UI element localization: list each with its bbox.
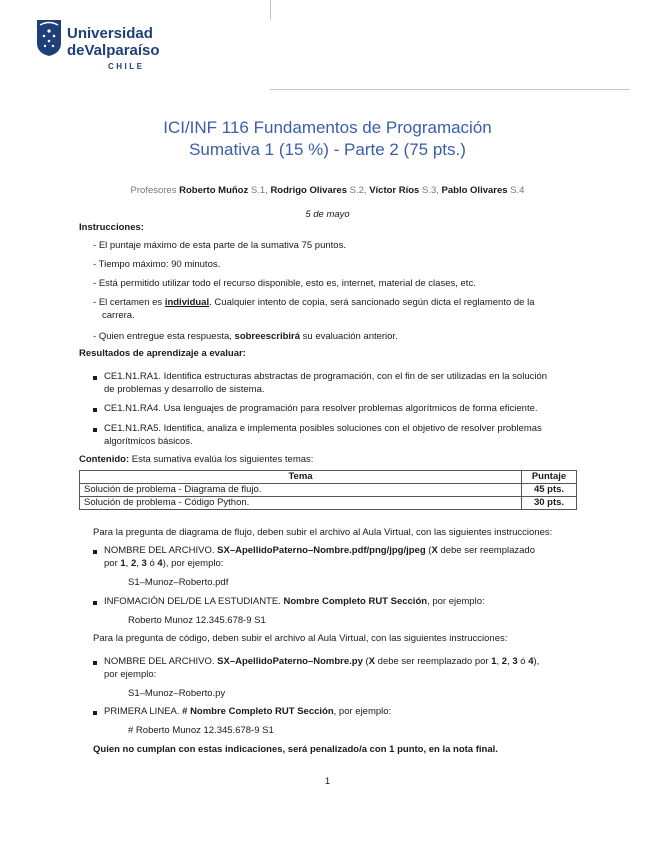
table-cell-tema: Solución de problema - Código Python. <box>80 497 522 510</box>
outcome-item-ra4: CE1.N1.RA4. Usa lenguajes de programación para resolver problemas algorítmicos de forma eficiente. <box>104 403 538 414</box>
professor-section-4: S.4 <box>510 185 525 196</box>
table-row <box>80 484 577 497</box>
logo-text-universidad: Universidad <box>67 25 153 42</box>
logo-text-chile: CHILE <box>108 62 145 71</box>
university-shield-icon <box>36 19 62 57</box>
code-filename-instruction: NOMBRE DEL ARCHIVO. SX–ApellidoPaterno–Nombre.py (X debe ser reemplazado por 1, 2, 3 ó 4), <box>104 656 540 667</box>
code-first-line-instruction: PRIMERA LINEA. # Nombre Completo RUT Sección, por ejemplo: <box>104 706 392 717</box>
outcomes-heading: Resultados de aprendizaje a evaluar: <box>79 348 246 359</box>
outcome-item-ra5: CE1.N1.RA5. Identifica, analiza e implementa posibles soluciones con el objetivo de resolver problemas <box>104 423 542 434</box>
flow-filename-instruction-continuation: por 1, 2, 3 ó 4), por ejemplo: <box>104 558 224 569</box>
flow-student-info-example: Roberto Munoz 12.345.678-9 S1 <box>128 615 266 626</box>
bullet-icon <box>93 376 97 380</box>
professor-section-3: S.3, <box>421 185 439 196</box>
instruction-item: - El puntaje máximo de esta parte de la sumativa 75 puntos. <box>93 240 346 251</box>
table-header-tema: Tema <box>80 471 522 484</box>
flow-filename-example: S1–Munoz–Roberto.pdf <box>128 577 229 588</box>
document-title: ICI/INF 116 Fundamentos de Programación <box>163 118 492 137</box>
exam-date: 5 de mayo <box>305 209 350 220</box>
code-first-line-example: # Roberto Munoz 12.345.678-9 S1 <box>128 725 274 736</box>
topics-table <box>79 470 577 510</box>
instructions-heading: Instrucciones: <box>79 222 144 233</box>
bullet-icon <box>93 711 97 715</box>
outcome-item-ra1-continuation: de problemas y desarrollo de sistema. <box>104 384 265 395</box>
instruction-item-continuation: carrera. <box>102 310 135 321</box>
university-logo <box>36 19 160 73</box>
instruction-item: - Tiempo máximo: 90 minutos. <box>93 259 221 270</box>
code-filename-instruction-continuation: por ejemplo: <box>104 669 157 680</box>
table-row <box>80 497 577 510</box>
page-number: 1 <box>324 776 331 787</box>
code-filename-example: S1–Munoz–Roberto.py <box>128 688 226 699</box>
header-rule-horizontal <box>270 89 630 90</box>
bullet-icon <box>93 428 97 432</box>
logo-text-valparaiso: deValparaíso <box>67 42 160 59</box>
flow-student-info-instruction: INFOMACIÓN DEL/DE LA ESTUDIANTE. Nombre Completo RUT Sección, por ejemplo: <box>104 596 485 607</box>
instruction-item: - Está permitido utilizar todo el recurso disponible, esto es, internet, material de clases, etc. <box>93 278 476 289</box>
table-cell-puntaje: 30 pts. <box>522 497 577 510</box>
professors-line <box>0 185 655 196</box>
table-cell-puntaje: 45 pts. <box>522 484 577 497</box>
professor-name-2: Rodrigo Olivares <box>270 185 347 196</box>
professors-label: Profesores <box>130 185 177 196</box>
document-subtitle: Sumativa 1 (15 %) - Parte 2 (75 pts.) <box>189 140 466 159</box>
bullet-icon <box>93 408 97 412</box>
penalty-warning: Quien no cumplan con estas indicaciones, será penalizado/a con 1 punto, en la nota final. <box>93 744 498 755</box>
bullet-icon <box>93 661 97 665</box>
individual-emphasis: individual <box>164 297 210 308</box>
flow-intro: Para la pregunta de diagrama de flujo, deben subir el archivo al Aula Virtual, con las siguientes instrucciones: <box>93 527 553 538</box>
flow-filename-instruction: NOMBRE DEL ARCHIVO. SX–ApellidoPaterno–Nombre.pdf/png/jpg/jpeg (X debe ser reemplazado <box>104 545 535 556</box>
code-intro: Para la pregunta de código, deben subir el archivo al Aula Virtual, con las siguientes instrucciones: <box>93 633 508 644</box>
header-rule-vertical <box>270 0 271 20</box>
outcome-item-ra1: CE1.N1.RA1. Identifica estructuras abstractas de programación, con el fin de ser utilizadas en la solución <box>104 371 548 382</box>
professor-name-4: Pablo Olivares <box>441 185 508 196</box>
professor-name-3: Víctor Ríos <box>369 185 420 196</box>
outcome-item-ra5-continuation: algorítmicos básicos. <box>104 436 193 447</box>
content-intro: Contenido: Esta sumativa evalúa los siguientes temas: <box>79 454 314 465</box>
table-header-puntaje: Puntaje <box>522 471 577 484</box>
bullet-icon <box>93 550 97 554</box>
professor-section-1: S.1, <box>250 185 268 196</box>
table-cell-tema: Solución de problema - Diagrama de flujo. <box>80 484 522 497</box>
instruction-item: - El certamen es individual. Cualquier intento de copia, será sancionado según dicta el reglamento de la <box>93 297 535 308</box>
professor-section-2: S.2, <box>349 185 367 196</box>
professor-name-1: Roberto Muñoz <box>179 185 249 196</box>
bullet-icon <box>93 601 97 605</box>
instruction-item: - Quien entregue esta respuesta, sobreescribirá su evaluación anterior. <box>93 331 398 342</box>
table-header-row <box>80 471 577 484</box>
